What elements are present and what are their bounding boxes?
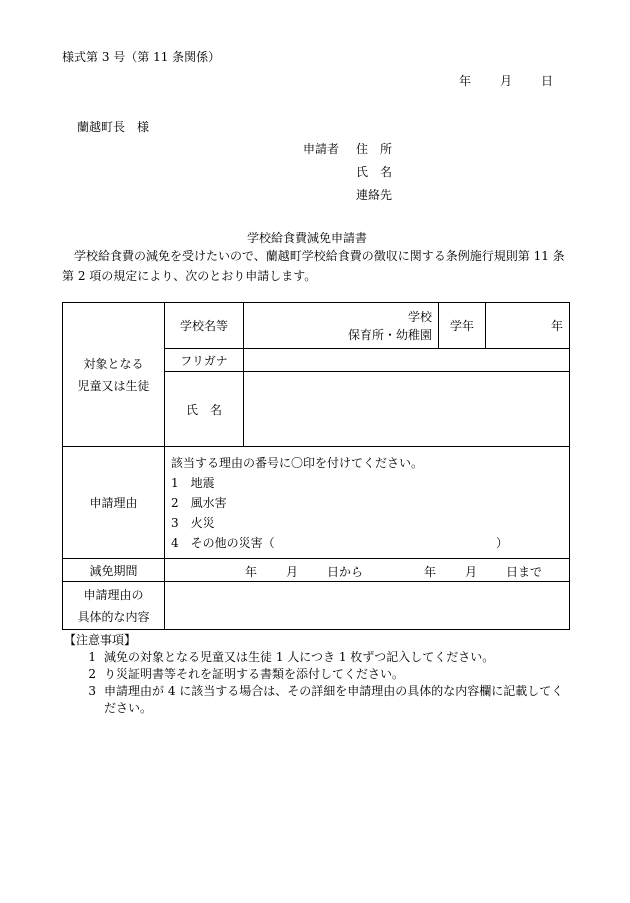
furigana-label: フリガナ <box>165 349 244 372</box>
application-form-table <box>62 302 570 630</box>
date-year-label: 年 <box>459 74 472 88</box>
document-title: 学校給食費減免申請書 <box>247 231 368 245</box>
period-from-month: 月 <box>286 565 299 579</box>
date-month-label: 月 <box>500 74 513 88</box>
reason-other-close: ） <box>496 535 509 550</box>
applicant-contact-label: 連絡先 <box>356 188 393 202</box>
applicant-name-label: 氏 名 <box>356 165 393 179</box>
reason-item[interactable]: 2 風水害 <box>171 495 227 510</box>
note-item: 3 申請理由が 4 に該当する場合は、その詳細を申請理由の具体的な内容欄に記載してください。 <box>88 684 564 715</box>
addressee: 蘭越町長 様 <box>77 120 150 134</box>
notes-section <box>64 632 570 717</box>
reason-instruction: 該当する理由の番号に〇印を付けてください。 <box>171 455 424 470</box>
reason-field[interactable] <box>165 447 570 559</box>
furigana-field[interactable] <box>244 349 570 372</box>
student-name-label: 氏 名 <box>165 372 244 447</box>
period-to-day: 日まで <box>506 565 543 579</box>
school-name-label: 学校名等 <box>165 303 244 349</box>
period-field[interactable] <box>165 559 570 582</box>
reason-item[interactable]: 4 その他の災害（ ） <box>171 533 563 553</box>
date-day-label: 日 <box>541 74 554 88</box>
detail-label: 申請理由の 具体的な内容 <box>63 582 165 630</box>
note-item: 2 り災証明書等それを証明する書類を添付してください。 <box>88 667 405 681</box>
applicant-label: 申請者 <box>303 142 340 156</box>
applicant-address-label: 住 所 <box>356 142 393 156</box>
school-name-field[interactable] <box>244 303 439 349</box>
grade-suffix: 年 <box>550 319 563 333</box>
reason-item[interactable]: 1 地震 <box>171 475 215 490</box>
student-name-field[interactable] <box>244 372 570 447</box>
grade-field[interactable] <box>486 303 570 349</box>
period-from-year: 年 <box>245 565 258 579</box>
nursery-suffix: 保育所・幼稚園 <box>347 327 432 342</box>
period-to-month: 月 <box>465 565 478 579</box>
grade-label: 学年 <box>439 303 486 349</box>
notes-heading: 【注意事項】 <box>64 633 137 647</box>
detail-field[interactable] <box>165 582 570 630</box>
period-to-year: 年 <box>424 565 437 579</box>
period-from-day: 日から <box>327 565 364 579</box>
reason-item[interactable]: 3 火災 <box>171 515 215 530</box>
target-student-label: 対象となる 児童又は生徒 <box>63 303 165 447</box>
note-item: 1 減免の対象となる児童又は生徒 1 人につき 1 枚ずつ記入してください。 <box>88 650 495 664</box>
form-number: 様式第 3 号（第 11 条関係） <box>62 50 221 64</box>
intro-paragraph: 学校給食費の減免を受けたいので、蘭越町学校給食費の徴収に関する条例施行規則第 11 条第 2 項の規定により、次のとおり申請します。 <box>62 249 565 283</box>
period-label: 減免期間 <box>63 559 165 582</box>
school-suffix: 学校 <box>407 309 432 324</box>
reason-label: 申請理由 <box>63 447 165 559</box>
